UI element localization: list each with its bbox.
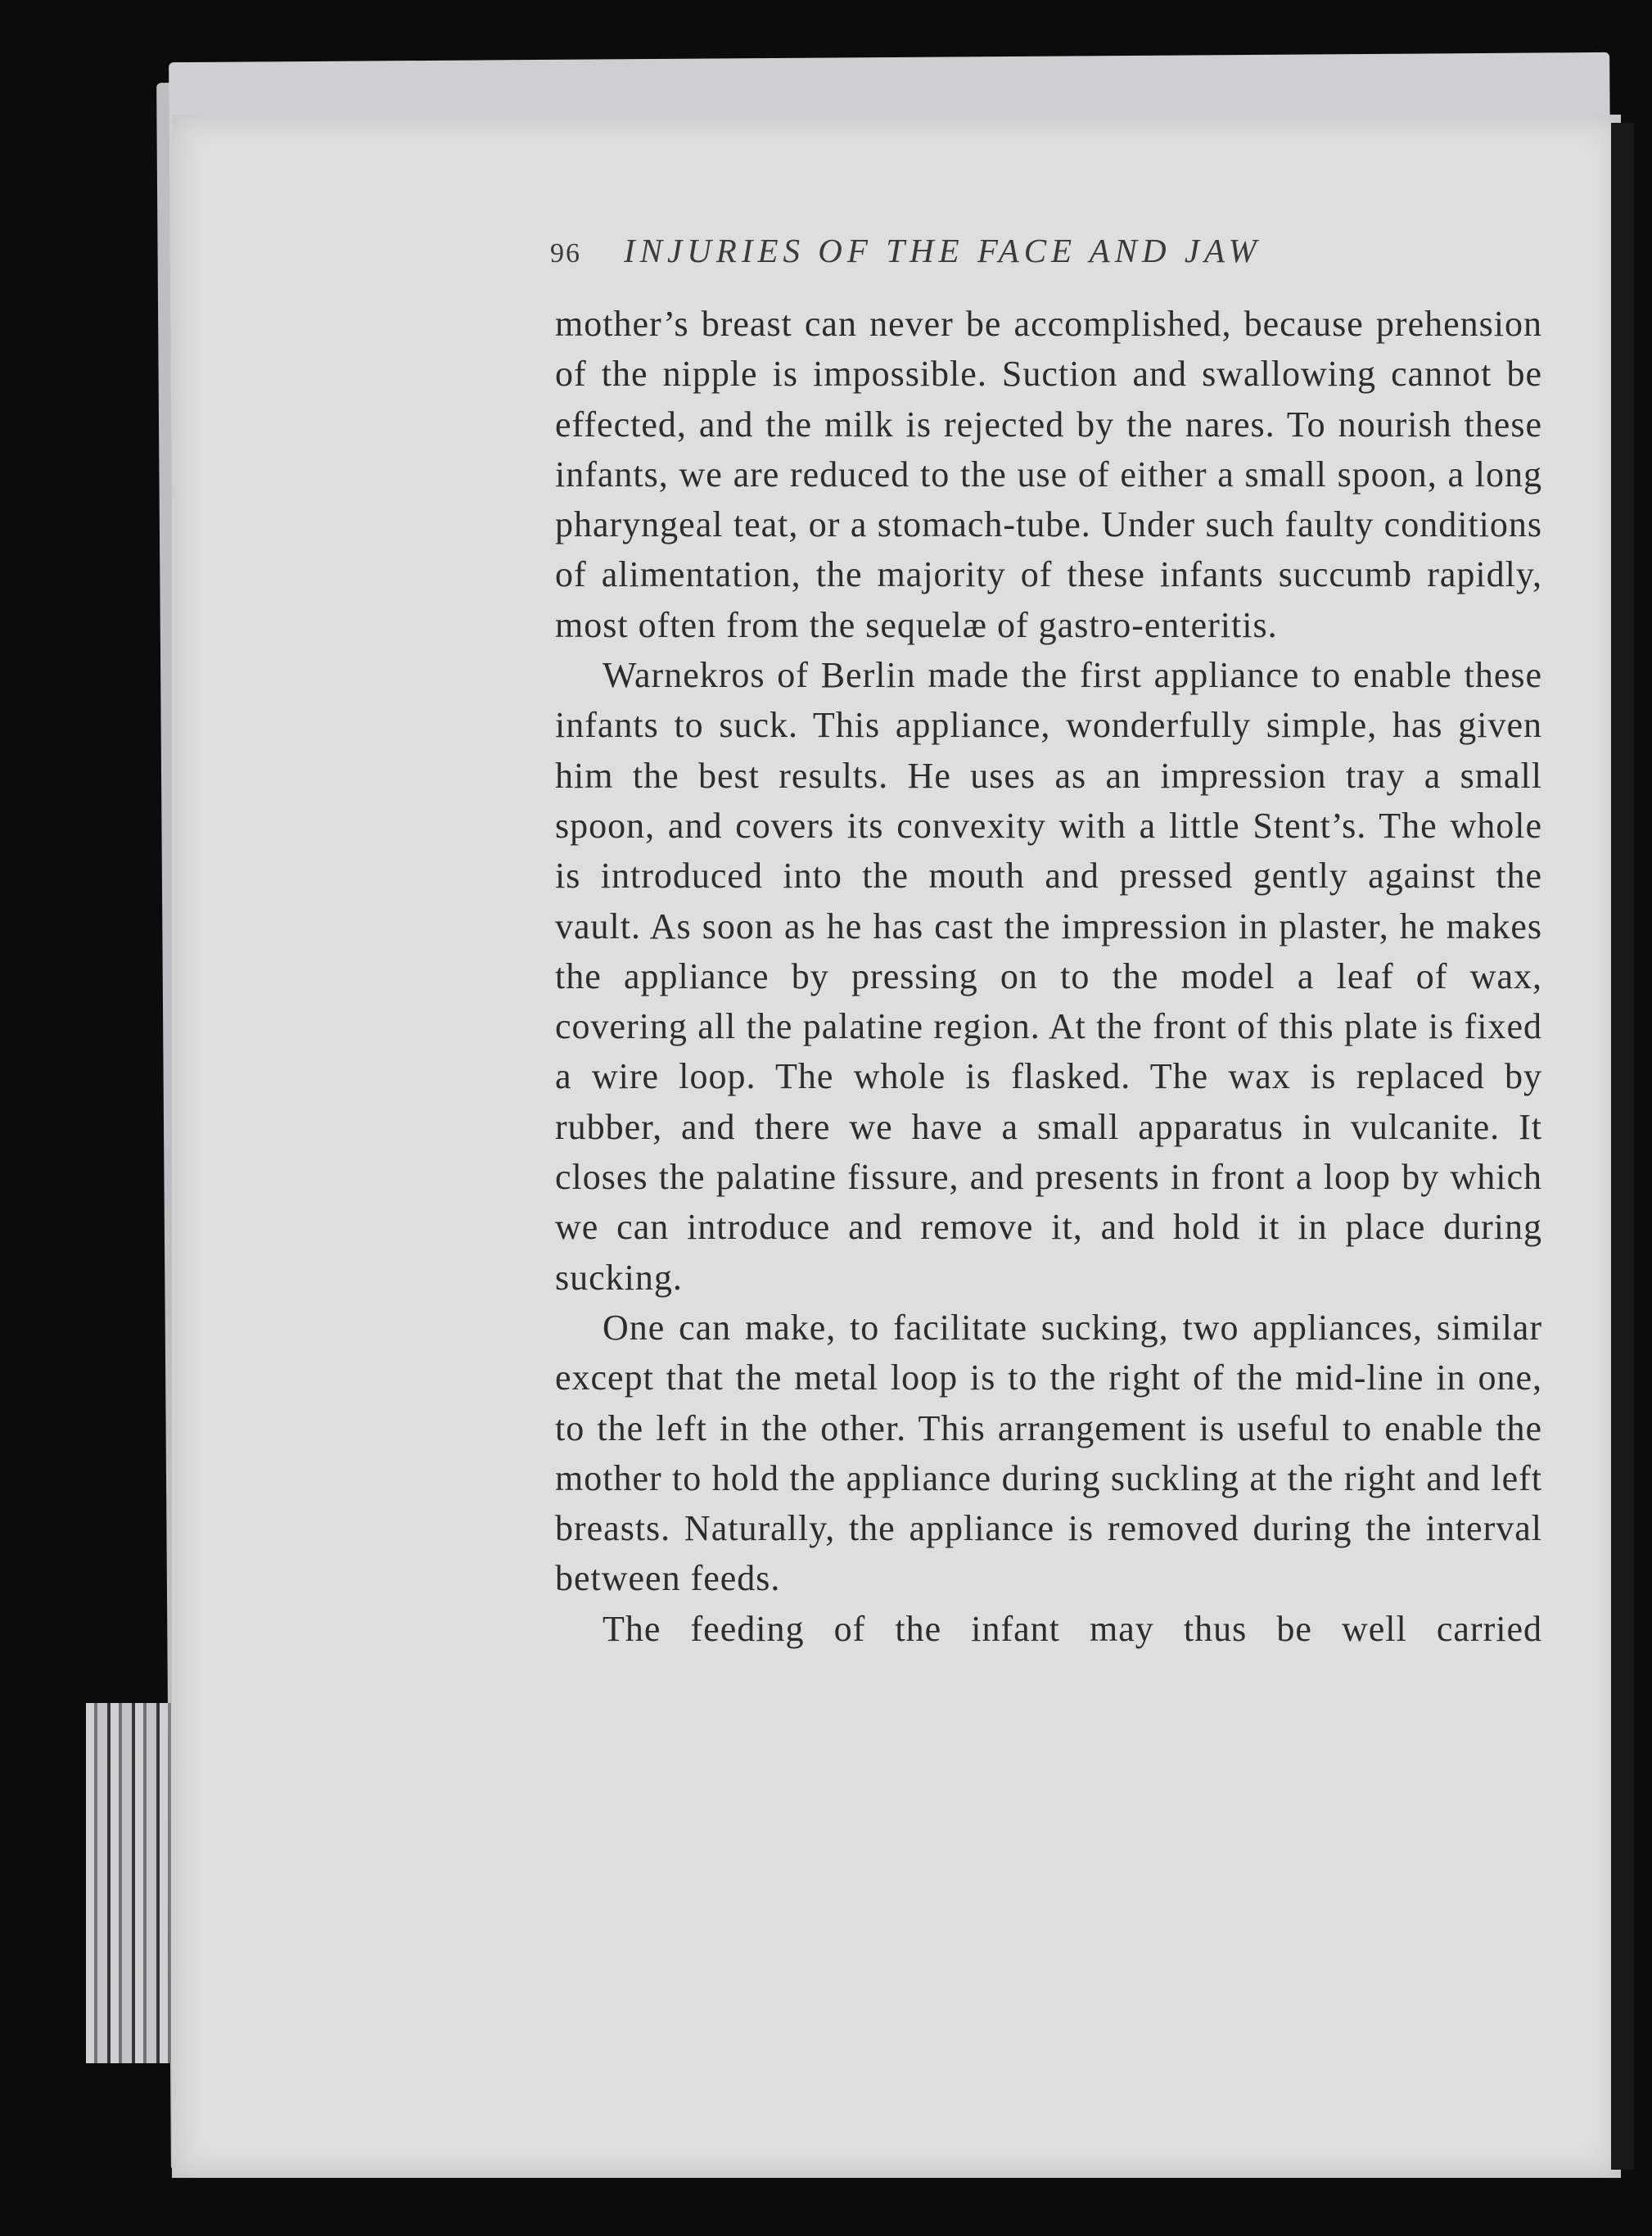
binding-shadow bbox=[1611, 123, 1634, 2170]
page-number: 96 bbox=[550, 238, 581, 269]
paragraph-3: One can make, to facilitate sucking, two appliances, similar except that the metal loop is to the right of the mid-line in one, to the left in the other. This arrangement is useful to enable the mother to hold the appliance during suckling at the right and left breasts. Naturally, the appliance is removed during the interval between feeds. bbox=[555, 1307, 1542, 1599]
page-body bbox=[555, 299, 1542, 1654]
page-edges bbox=[86, 1703, 184, 2063]
running-title: INJURIES OF THE FACE AND JAW bbox=[624, 232, 1262, 269]
paragraph-2: Warnekros of Berlin made the first appliance to enable these infants to suck. This appliance, wonderfully simple, has given him the best results. He uses as an impression tray a small spoon, and covers its convexity with a little Stent’s. The whole is introduced into the mouth and pressed gently against the vault. As soon as he has cast the impression in plaster, he makes the appliance by pressing on to the model a leaf of wax, covering all the palatine region. At the front of this plate is fixed a wire loop. The whole is flasked. The wax is replaced by rubber, and there we have a small apparatus in vulcanite. It closes the palatine fissure, and presents in front a loop by which we can introduce and remove it, and hold it in place during sucking. bbox=[555, 655, 1542, 1298]
paragraph-4: The feeding of the infant may thus be well carried bbox=[603, 1608, 1542, 1649]
running-header bbox=[550, 231, 1541, 270]
paragraph-1: mother’s breast can never be accomplished, because prehension of the nipple is impossible. Suction and swallowing cannot be effected, and the milk is rejected by the nares. To nourish these infants, we are reduced to the use of either a small spoon, a long pharyngeal teat, or a stomach-tube. Under such faulty conditions of alimentation, the majority of these infants succumb rapidly, most often from the sequelæ of gastro-enteritis. bbox=[555, 304, 1542, 645]
